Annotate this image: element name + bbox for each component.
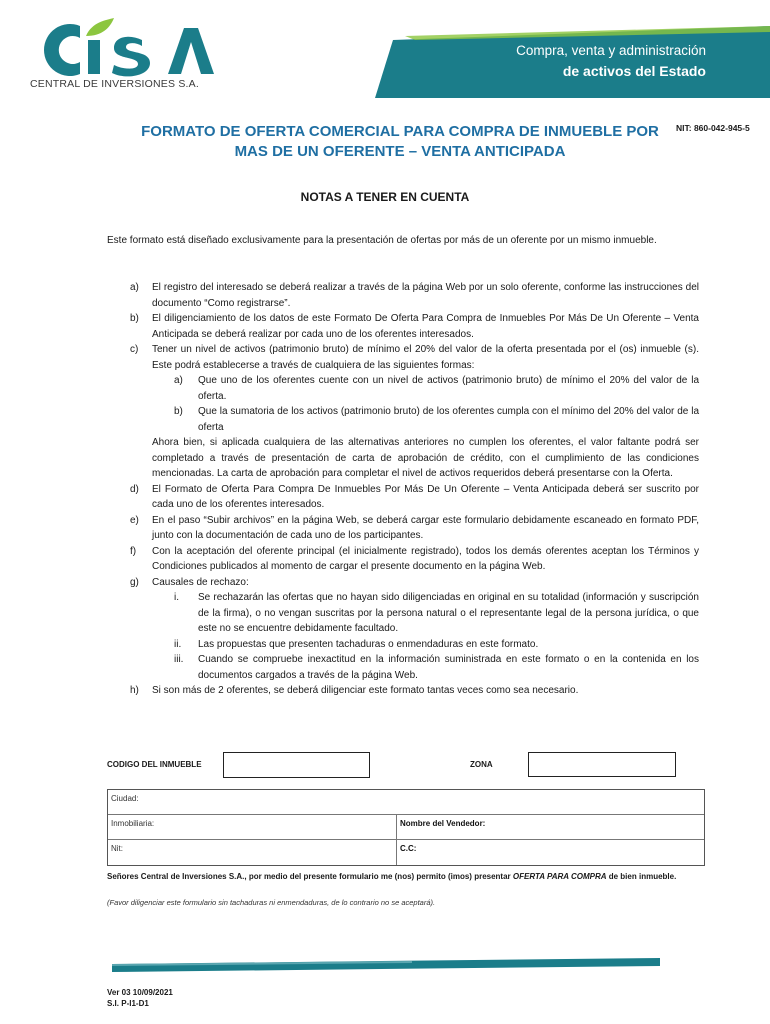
document-title: FORMATO DE OFERTA COMERCIAL PARA COMPRA DE INMUEBLE POR MAS DE UN OFERENTE – VENTA ANTICIPADA [141, 123, 659, 160]
sub-item-marker: b) [174, 406, 183, 417]
banner-text [516, 40, 706, 82]
sub-item [152, 373, 699, 404]
list-item [107, 311, 699, 342]
ciudad-label: Ciudad: [111, 794, 139, 803]
declaration-part-1: Señores Central de Inversiones S.A., por medio del presente formulario me (nos) permito (imos) presentar [107, 872, 513, 881]
sub-item-marker: i. [174, 592, 179, 603]
item-text: Si son más de 2 oferentes, se deberá diligenciar este formato tantas veces como sea necesario. [152, 685, 579, 696]
list-item [107, 544, 699, 575]
sub-item-text: Cuando se compruebe inexactitud en la información suministrada en este formato o en la contenida en los documentos cargados a través de la página Web. [198, 654, 699, 681]
zona-input[interactable] [528, 752, 676, 777]
banner-line-1: Compra, venta y administración [516, 43, 706, 58]
banner-line-2: de activos del Estado [562, 63, 706, 79]
item-text: En el paso “Subir archivos” en la página Web, se deberá cargar este formulario debidamente escaneado en formato PDF, junto con la documentación de cada uno de los participantes. [152, 514, 699, 541]
sub-item-marker: ii. [174, 638, 182, 650]
item-marker: d) [130, 483, 139, 495]
item-marker: c) [130, 344, 139, 355]
nit-row [108, 840, 704, 865]
item-marker: f) [130, 545, 137, 557]
nit-number: NIT: 860-042-945-5 [676, 123, 750, 133]
declaration-part-2: de bien inmueble. [606, 872, 677, 881]
item-text: El diligenciamiento de los datos de este Formato De Oferta Para Compra de Inmuebles Por Más De Un Oferente – Venta Anticipada se deberá realizar por cada uno de los oferentes interesados. [152, 313, 699, 340]
intro-paragraph: Este formato está diseñado exclusivamente para la presentación de ofertas por más de un oferente por un mismo inmueble. [107, 235, 657, 246]
sub-item-marker: a) [174, 375, 183, 386]
inmobiliaria-field[interactable]: Inmobiliaria: [108, 815, 397, 839]
ciudad-row[interactable] [108, 790, 704, 815]
item-marker: e) [130, 514, 139, 526]
sub-item-marker: iii. [174, 654, 184, 665]
item-text: Tener un nivel de activos (patrimonio bruto) de mínimo el 20% del valor de la oferta presentada por el (os) inmueble (s). Este podrá establecerse a través de cualquiera de las siguientes formas: [152, 344, 699, 371]
zona-label: ZONA [470, 760, 493, 769]
cc-field[interactable]: C.C: [400, 844, 417, 853]
list-item [107, 575, 699, 684]
list-item [107, 513, 699, 544]
item-marker: g) [130, 576, 139, 588]
footer-bar [112, 958, 660, 972]
declaration-emphasis: OFERTA PARA COMPRA [512, 872, 607, 881]
item-marker: h) [130, 685, 139, 696]
cisa-logo-mark [34, 18, 234, 78]
sub-item-text: Que la sumatoria de los activos (patrimonio bruto) de los oferentes cumpla con el mínimo del 20% del valor de la oferta [198, 406, 699, 433]
sub-item-text: Que uno de los oferentes cuente con un nivel de activos (patrimonio bruto) de mínimo el 20% del valor de la oferta. [198, 375, 699, 402]
item-text: Causales de rechazo: [152, 576, 249, 588]
version-text: Ver 03 10/09/2021 [107, 988, 173, 997]
item-text: El registro del interesado se deberá realizar a través de la página Web por un solo oferente, conforme las instrucciones del documento “Como registrarse”. [152, 282, 699, 309]
sub-item [152, 404, 699, 435]
codigo-input[interactable] [223, 752, 370, 778]
footer [107, 987, 173, 1009]
sub-item [152, 652, 699, 683]
details-table [107, 789, 705, 866]
declaration-note: (Favor diligenciar este formulario sin tachaduras ni enmendaduras, de lo contrario no se aceptará). [107, 898, 436, 907]
list-item [107, 280, 699, 311]
nit-field[interactable]: Nit: [108, 840, 397, 865]
sub-item [152, 590, 699, 637]
codigo-label: CODIGO DEL INMUEBLE [107, 760, 202, 769]
list-item [107, 482, 699, 513]
list-item [107, 342, 699, 482]
item-marker: b) [130, 313, 139, 324]
notes-heading: NOTAS A TENER EN CUENTA [300, 190, 470, 204]
declaration-text [107, 870, 699, 883]
sub-item-text: Las propuestas que presenten tachaduras o enmendaduras en este formato. [198, 638, 539, 650]
inmobiliaria-row [108, 815, 704, 840]
item-paragraph: Ahora bien, si aplicada cualquiera de las alternativas anteriores no cumplen los oferentes, el valor faltante podrá ser completado a través de presentación de carta de aprobación de crédito, con el cumplimiento de las condiciones mencionadas. La carta de aprobación para completar el nivel de activos requeridos deberá presentarse con la Oferta. [152, 437, 699, 479]
item-text: El Formato de Oferta Para Compra De Inmuebles Por Más De Un Oferente – Venta Anticipada deberá ser suscrito por cada uno de los oferentes interesados. [152, 483, 699, 510]
sub-item [152, 637, 699, 653]
cisa-logo [34, 18, 234, 114]
vendedor-field[interactable]: Nombre del Vendedor: [400, 819, 486, 828]
item-text: Con la aceptación del oferente principal (el inicialmente registrado), todos los demás oferentes aceptan los Términos y Condiciones publicados al momento de cargar el presente documento en la página Web. [152, 545, 699, 572]
notes-list [107, 280, 699, 699]
sub-item-text: Se rechazarán las ofertas que no hayan sido diligenciadas en original en su totalidad (información y suscripción de la firma), o no vengan suscritas por la persona natural o el representante legal de la persona jurídica, o que este no se encuentre debidamente facultado. [198, 592, 699, 634]
logo-subtitle: CENTRAL DE INVERSIONES S.A. [30, 78, 199, 90]
document-code: S.I. P-I1-D1 [107, 999, 149, 1008]
item-marker: a) [130, 282, 139, 293]
list-item [107, 683, 699, 699]
